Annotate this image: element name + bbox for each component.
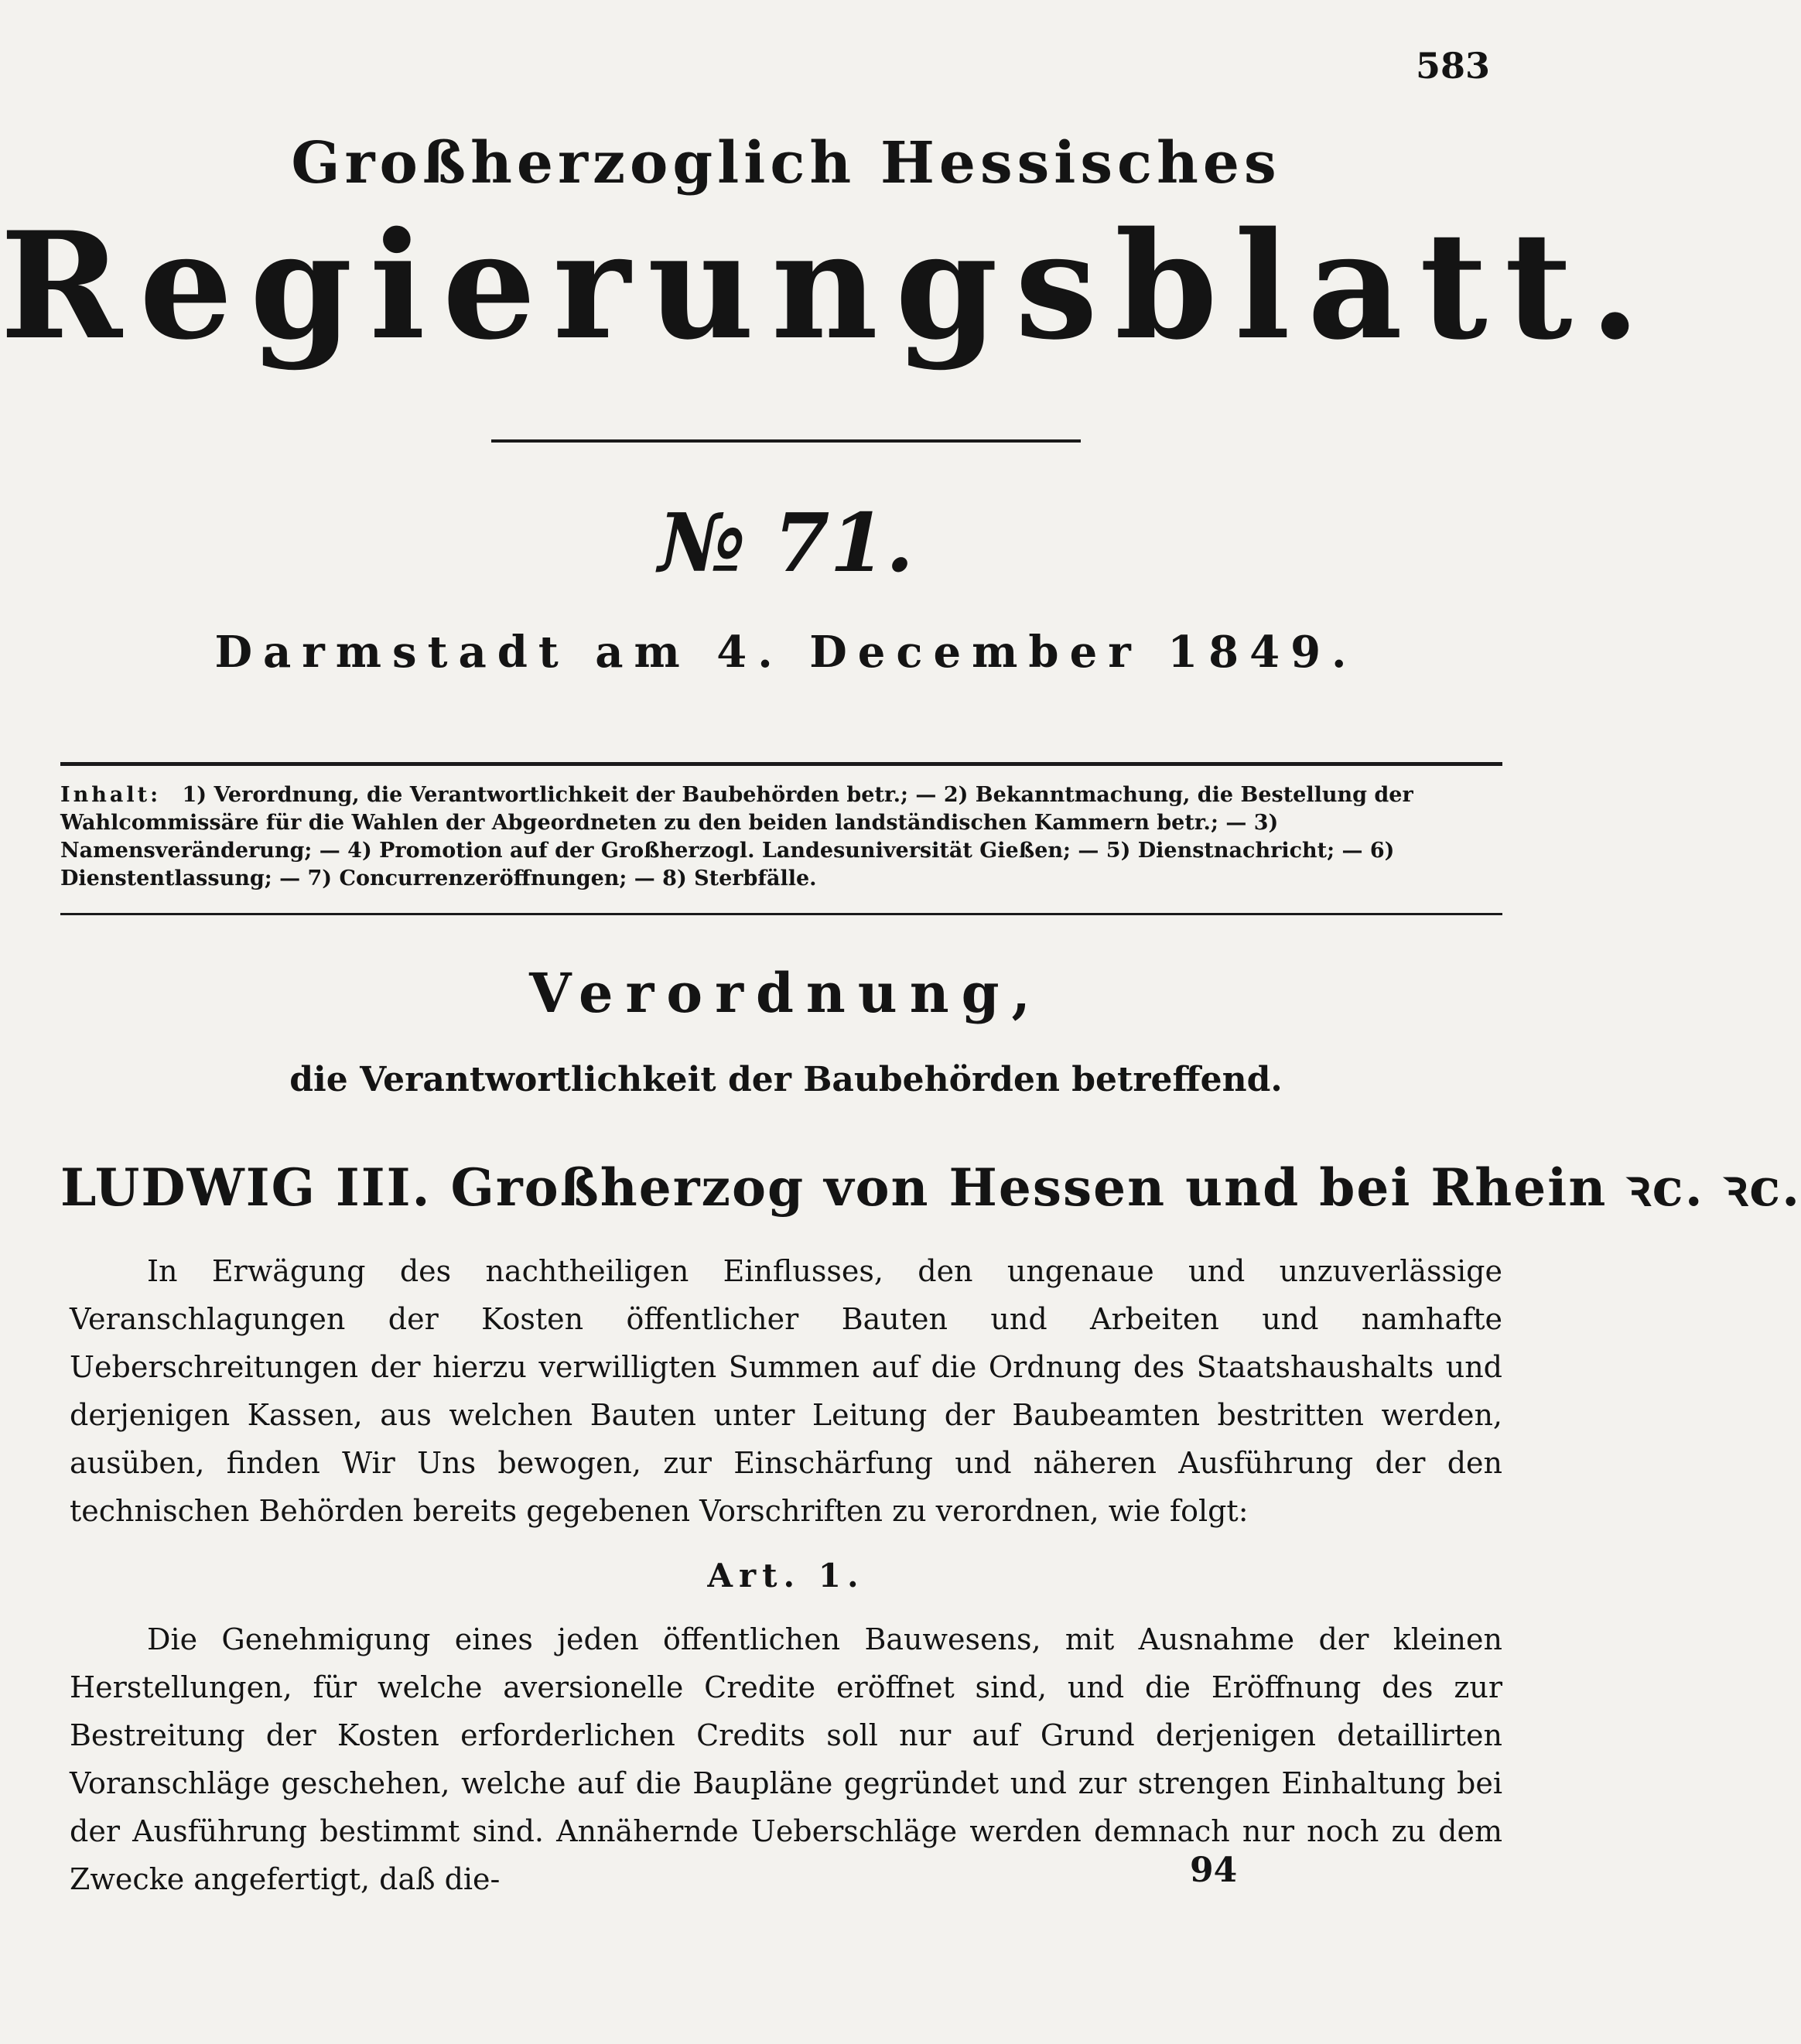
masthead-subtitle: Großherzoglich Hessisches xyxy=(291,130,1281,197)
sovereign-heading: LUDWIG III. Großherzog von Hessen und bei Rhein ꝛc. ꝛc. xyxy=(60,1157,1801,1218)
masthead-title: Regierungsblatt. xyxy=(0,200,1658,372)
decree-title: Verordnung, xyxy=(529,961,1043,1025)
article-paragraph: Die Genehmigung eines jeden öffentlichen Bauwesens, mit Ausnahme der kleinen Herstellungen, für welche aversionelle Credite eröffnet sind, und die Eröffnung des zur Bestreitung der Kosten erforderlichen Credits soll nur auf Grund derjenigen detaillirten Voranschläge geschehen, welche auf die Baupläne gegründet und zur strengen Einhaltung bei der Ausführung bestimmt sind. Annähernde Ueberschläge werden demnach nur noch zu dem Zwecke angefertigt, daß die- xyxy=(70,1622,1502,1896)
table-of-contents xyxy=(60,781,1502,893)
issue-date: Darmstadt am 4. December 1849. xyxy=(214,627,1358,678)
preamble-paragraph: In Erwägung des nachtheiligen Einflusses, den ungenaue und unzuverlässige Veranschlagungen der Kosten öffentlicher Bauten und Arbeiten und namhafte Ueberschreitungen der hierzu verwilligten Summen auf die Ordnung des Staatshaushalts und derjenigen Kassen, aus welchen Bauten unter Leitung der Baubeamten bestritten werden, ausüben, finden Wir Uns bewogen, zur Einschärfung und näheren Ausführung der den technischen Behörden bereits gegebenen Vorschriften zu verordnen, wie folgt: xyxy=(70,1254,1502,1528)
issue-number: № 71. xyxy=(658,495,914,590)
sheet-number: 94 xyxy=(1190,1851,1238,1890)
contents-bottom-rule xyxy=(60,913,1502,915)
contents-text: 1) Verordnung, die Verantwortlichkeit der Baubehörden betr.; — 2) Bekanntmachung, die Bestellung der Wahlcommissäre für die Wahlen der Abgeordneten zu den beiden landständischen Kammern betr.; — 3) Namensveränderung; — 4) Promotion auf der Großherzogl. Landesuniversität Gießen; — 5) Dienstnachricht; — 6) Dienstentlassung; — 7) Concurrenzeröffnungen; — 8) Sterbfälle. xyxy=(60,783,1413,890)
page-number: 583 xyxy=(1415,45,1490,87)
contents-top-rule xyxy=(60,762,1502,766)
article-heading: Art. 1. xyxy=(707,1557,865,1595)
decree-subtitle: die Verantwortlichkeit der Baubehörden betreffend. xyxy=(289,1060,1283,1099)
divider-rule xyxy=(491,439,1081,443)
contents-label: Inhalt: xyxy=(60,783,162,807)
